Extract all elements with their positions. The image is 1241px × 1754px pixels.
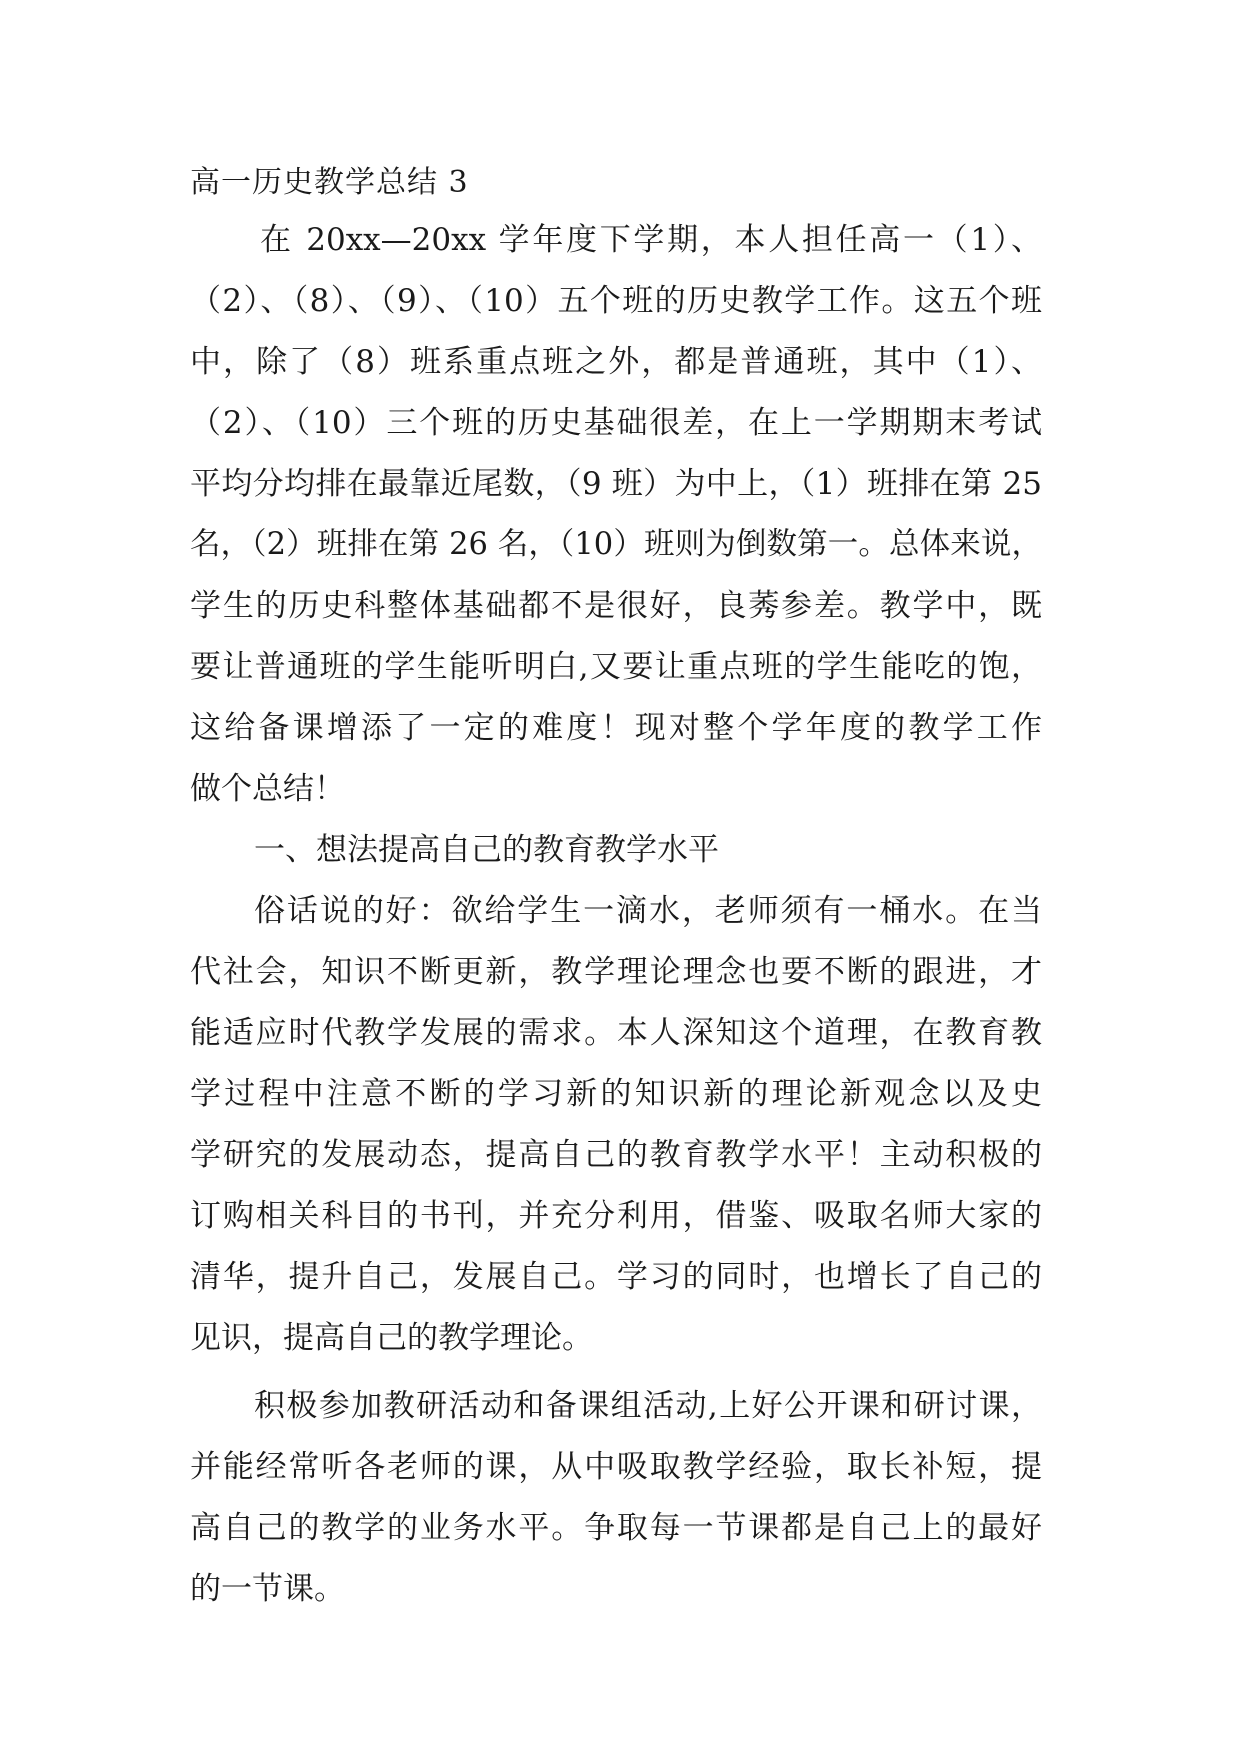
paragraph-line: 学生的历史科整体基础都不是很好，良莠参差。教学中，既: [190, 588, 1042, 624]
paragraph-line: 高自己的教学的业务水平。争取每一节课都是自己上的最好: [190, 1510, 1042, 1546]
paragraph-line: 并能经常听各老师的课，从中吸取教学经验，取长补短，提: [190, 1449, 1042, 1485]
paragraph-line: 订购相关科目的书刊，并充分利用，借鉴、吸取名师大家的: [190, 1198, 1042, 1234]
paragraph-line: 见识，提高自己的教学理论。: [190, 1320, 593, 1356]
paragraph-line: 这给备课增添了一定的难度！现对整个学年度的教学工作: [190, 710, 1042, 746]
document-title: 高一历史教学总结 3: [190, 165, 469, 200]
paragraph-line: 能适应时代教学发展的需求。本人深知这个道理，在教育教: [190, 1015, 1042, 1051]
paragraph-line: 名，（2）班排在第 26 名，（10）班则为倒数第一。总体来说，: [190, 527, 1042, 562]
paragraph-line: 清华，提升自己，发展自己。学习的同时，也增长了自己的: [190, 1259, 1042, 1295]
paragraph-line: 俗话说的好：欲给学生一滴水，老师须有一桶水。在当: [254, 893, 1042, 929]
paragraph-line: 在 20xx—20xx 学年度下学期，本人担任高一（1）、: [260, 222, 1042, 258]
paragraph-line: 中，除了（8）班系重点班之外，都是普通班，其中（1）、: [190, 344, 1042, 380]
paragraph-line: （2）、（8）、（9）、（10）五个班的历史教学工作。这五个班: [190, 283, 1042, 319]
paragraph-line: 平均分均排在最靠近尾数，（9 班）为中上，（1）班排在第 25: [190, 466, 1042, 502]
paragraph-line: 要让普通班的学生能听明白,又要让重点班的学生能吃的饱，: [190, 649, 1042, 685]
paragraph-line: 学研究的发展动态，提高自己的教育教学水平！主动积极的: [190, 1137, 1042, 1173]
paragraph-line: 做个总结！: [190, 771, 345, 807]
paragraph-line: 代社会，知识不断更新，教学理论理念也要不断的跟进，才: [190, 954, 1042, 990]
paragraph-line: （2）、（10）三个班的历史基础很差，在上一学期期末考试: [190, 405, 1042, 441]
paragraph-line: 的一节课。: [190, 1571, 345, 1607]
paragraph-line: 学过程中注意不断的学习新的知识新的理论新观念以及史: [190, 1076, 1042, 1112]
paragraph-line: 积极参加教研活动和备课组活动,上好公开课和研讨课，: [254, 1388, 1042, 1424]
section-heading: 一、想法提高自己的教育教学水平: [254, 832, 719, 868]
